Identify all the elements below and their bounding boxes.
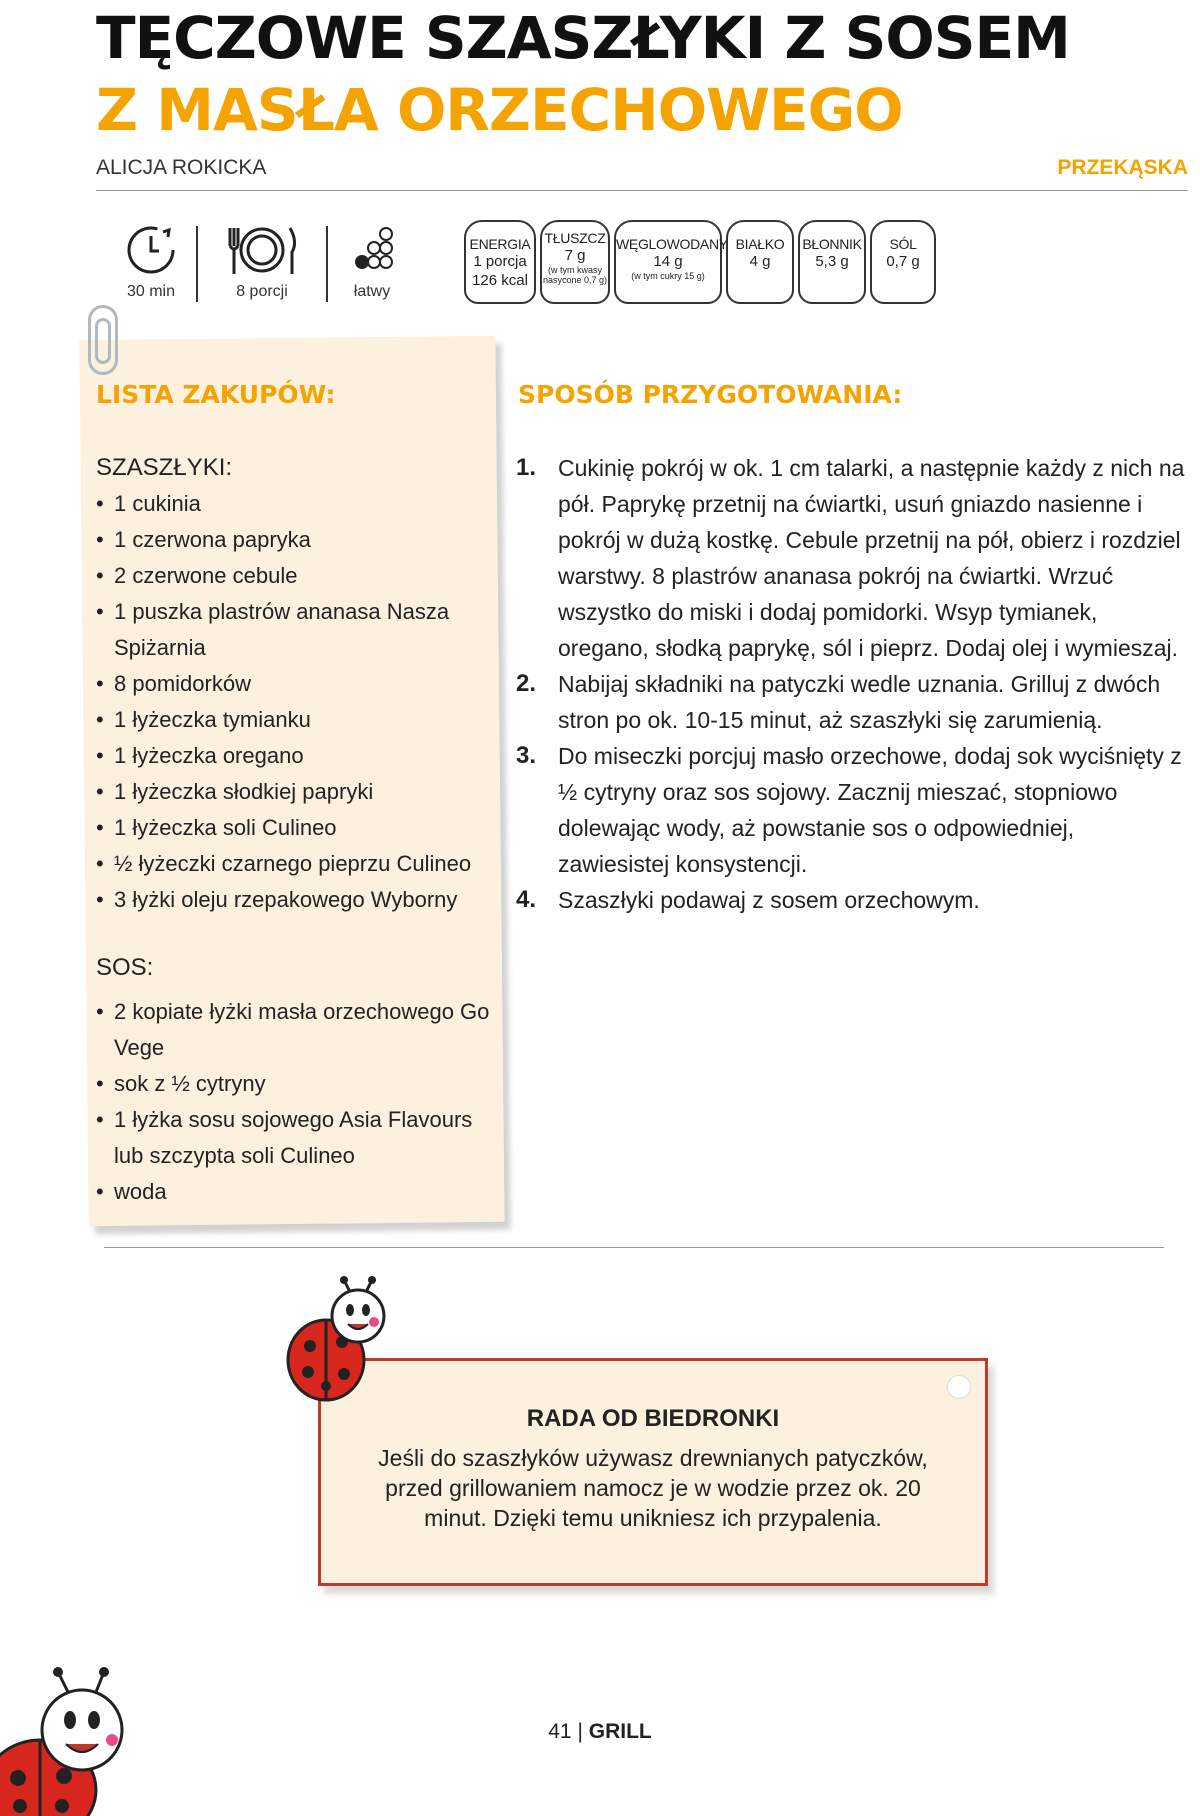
list-item: • 1 łyżeczka słodkiej papryki — [96, 774, 496, 810]
category-label: PRZEKĄSKA — [1057, 156, 1188, 179]
step-text: Cukinię pokrój w ok. 1 cm talarki, a następnie każdy z nich na pół. Paprykę przetnij na ćwiartki, usuń gniazdo nasienne i pokrój w dużą kostkę. Cebule przetnij na pół, obierz i rozdziel warstwy. 8 plastrów ananasa pokrój na ćwiartki. Wrzuć wszystko do miski i dodaj pomidorki. Wsyp tymianek, oregano, słodką paprykę, sól i pieprz. Dodaj olej i wymieszaj. — [558, 455, 1185, 661]
nutrition-title: WĘGLOWODANY — [616, 236, 728, 252]
nutrition-value: 1 porcja — [473, 253, 527, 270]
list-item: • woda — [96, 1174, 496, 1210]
author-name: ALICJA ROKICKA — [96, 156, 267, 179]
list-item: • 3 łyżki oleju rzepakowego Wyborny — [96, 882, 496, 918]
list-item: • sok z ½ cytryny — [96, 1066, 496, 1102]
list-item: • 1 łyżeczka oregano — [96, 738, 496, 774]
step-text: Do miseczki porcjuj masło orzechowe, dodaj sok wyciśnięty z ½ cytryny oraz sos sojowy. Zacznij mieszać, stopniowo dolewając wody, aż powstanie sos o odpowiedniej, zawiesistej konsystencji. — [558, 743, 1182, 877]
portions-info — [218, 222, 306, 301]
nutrition-title: BŁONNIK — [802, 236, 862, 252]
nutrition-protein — [726, 220, 794, 304]
page-footer — [0, 1720, 1200, 1744]
portions-value: 8 porcji — [236, 283, 288, 300]
tip-title: RADA OD BIEDRONKI — [526, 1405, 780, 1432]
tip-box — [318, 1358, 988, 1586]
step-number: 2. — [516, 670, 537, 697]
page-number: 41 — [548, 1720, 572, 1743]
list-item: • ½ łyżeczki czarnego pieprzu Culineo — [96, 846, 496, 882]
nutrition-value: 4 g — [749, 253, 771, 270]
nutrition-energy — [464, 220, 536, 304]
skewers-label: SZASZŁYKI: — [96, 454, 233, 481]
tip-text: Jeśli do szaszłyków używasz drewnianych patyczków, przed grillowaniem namocz je w wodzie przez ok. 20 minut. Dzięki temu unikniesz ich przypalenia. — [378, 1445, 928, 1531]
nutrition-title: SÓL — [889, 236, 917, 252]
method-heading: SPOSÓB PRZYGOTOWANIA: — [518, 380, 903, 409]
list-item: • 1 czerwona papryka — [96, 522, 496, 558]
nutrition-subnote: (w tym cukry 15 g) — [631, 271, 705, 281]
step-text: Szaszłyki podawaj z sosem orzechowym. — [558, 887, 980, 913]
step-number: 1. — [516, 454, 537, 481]
footer-separator: | — [577, 1720, 583, 1743]
list-item: • 1 łyżka sosu sojowego Asia Flavours lub szczypta soli Culineo — [96, 1102, 496, 1174]
nutrition-fiber — [798, 220, 866, 304]
nutrition-carbs — [614, 220, 728, 304]
shopping-heading: LISTA ZAKUPÓW: — [96, 380, 336, 409]
section-name: GRILL — [588, 1720, 652, 1743]
list-item: • 2 czerwone cebule — [96, 558, 496, 594]
info-divider — [196, 226, 198, 302]
method-steps — [516, 450, 1186, 918]
nutrition-value: 5,3 g — [815, 253, 849, 270]
time-info — [118, 222, 184, 301]
step-number: 4. — [516, 886, 537, 913]
tip-hole-decoration — [947, 1375, 971, 1399]
nutrition-title: TŁUSZCZ — [544, 230, 606, 246]
difficulty-value: łatwy — [353, 283, 391, 300]
recipe-title-line2: Z MASŁA ORZECHOWEGO — [96, 76, 903, 144]
nutrition-salt — [870, 220, 936, 304]
info-divider — [326, 226, 328, 302]
list-item: • 1 puszka plastrów ananasa Nasza Spiżarnia — [96, 594, 496, 666]
paperclip-inner — [95, 318, 111, 364]
list-item: • 8 pomidorków — [96, 666, 496, 702]
list-item: • 1 łyżeczka tymianku — [96, 702, 496, 738]
list-item: • 1 cukinia — [96, 486, 496, 522]
difficulty-dots-icon — [346, 222, 398, 278]
time-value: 30 min — [126, 283, 176, 300]
nutrition-value: 14 g — [653, 253, 683, 270]
nutrition-subnote: (w tym kwasy nasycone 0,7 g) — [542, 265, 608, 285]
step-item — [516, 882, 1186, 918]
sauce-label: SOS: — [96, 954, 154, 981]
middle-divider — [104, 1247, 1164, 1248]
recipe-title-line1: TĘCZOWE SZASZŁYKI Z SOSEM — [96, 4, 1070, 72]
step-item — [516, 738, 1186, 882]
nutrition-value: 7 g — [564, 247, 586, 264]
step-item — [516, 450, 1186, 666]
nutrition-value: 0,7 g — [886, 253, 920, 270]
nutrition-fat — [540, 220, 610, 304]
skewers-list — [96, 486, 496, 918]
list-item: • 2 kopiate łyżki masła orzechowego Go Vege — [96, 994, 496, 1066]
nutrition-title: BIAŁKO — [735, 236, 785, 252]
step-item — [516, 666, 1186, 738]
ladybug-mascot-icon — [286, 1276, 396, 1406]
nutrition-value: 126 kcal — [472, 272, 528, 289]
clock-icon — [123, 222, 179, 278]
list-item: • 1 łyżeczka soli Culineo — [96, 810, 496, 846]
step-number: 3. — [516, 742, 537, 769]
nutrition-title: ENERGIA — [469, 236, 531, 252]
difficulty-info — [346, 222, 398, 301]
recipe-title — [96, 2, 1070, 146]
step-text: Nabijaj składniki na patyczki wedle uznania. Grilluj z dwóch stron po ok. 10-15 minut, aż szaszłyki się zarumienią. — [558, 671, 1161, 733]
sauce-list — [96, 994, 496, 1210]
plate-cutlery-icon — [220, 222, 304, 278]
top-divider — [96, 190, 1188, 191]
